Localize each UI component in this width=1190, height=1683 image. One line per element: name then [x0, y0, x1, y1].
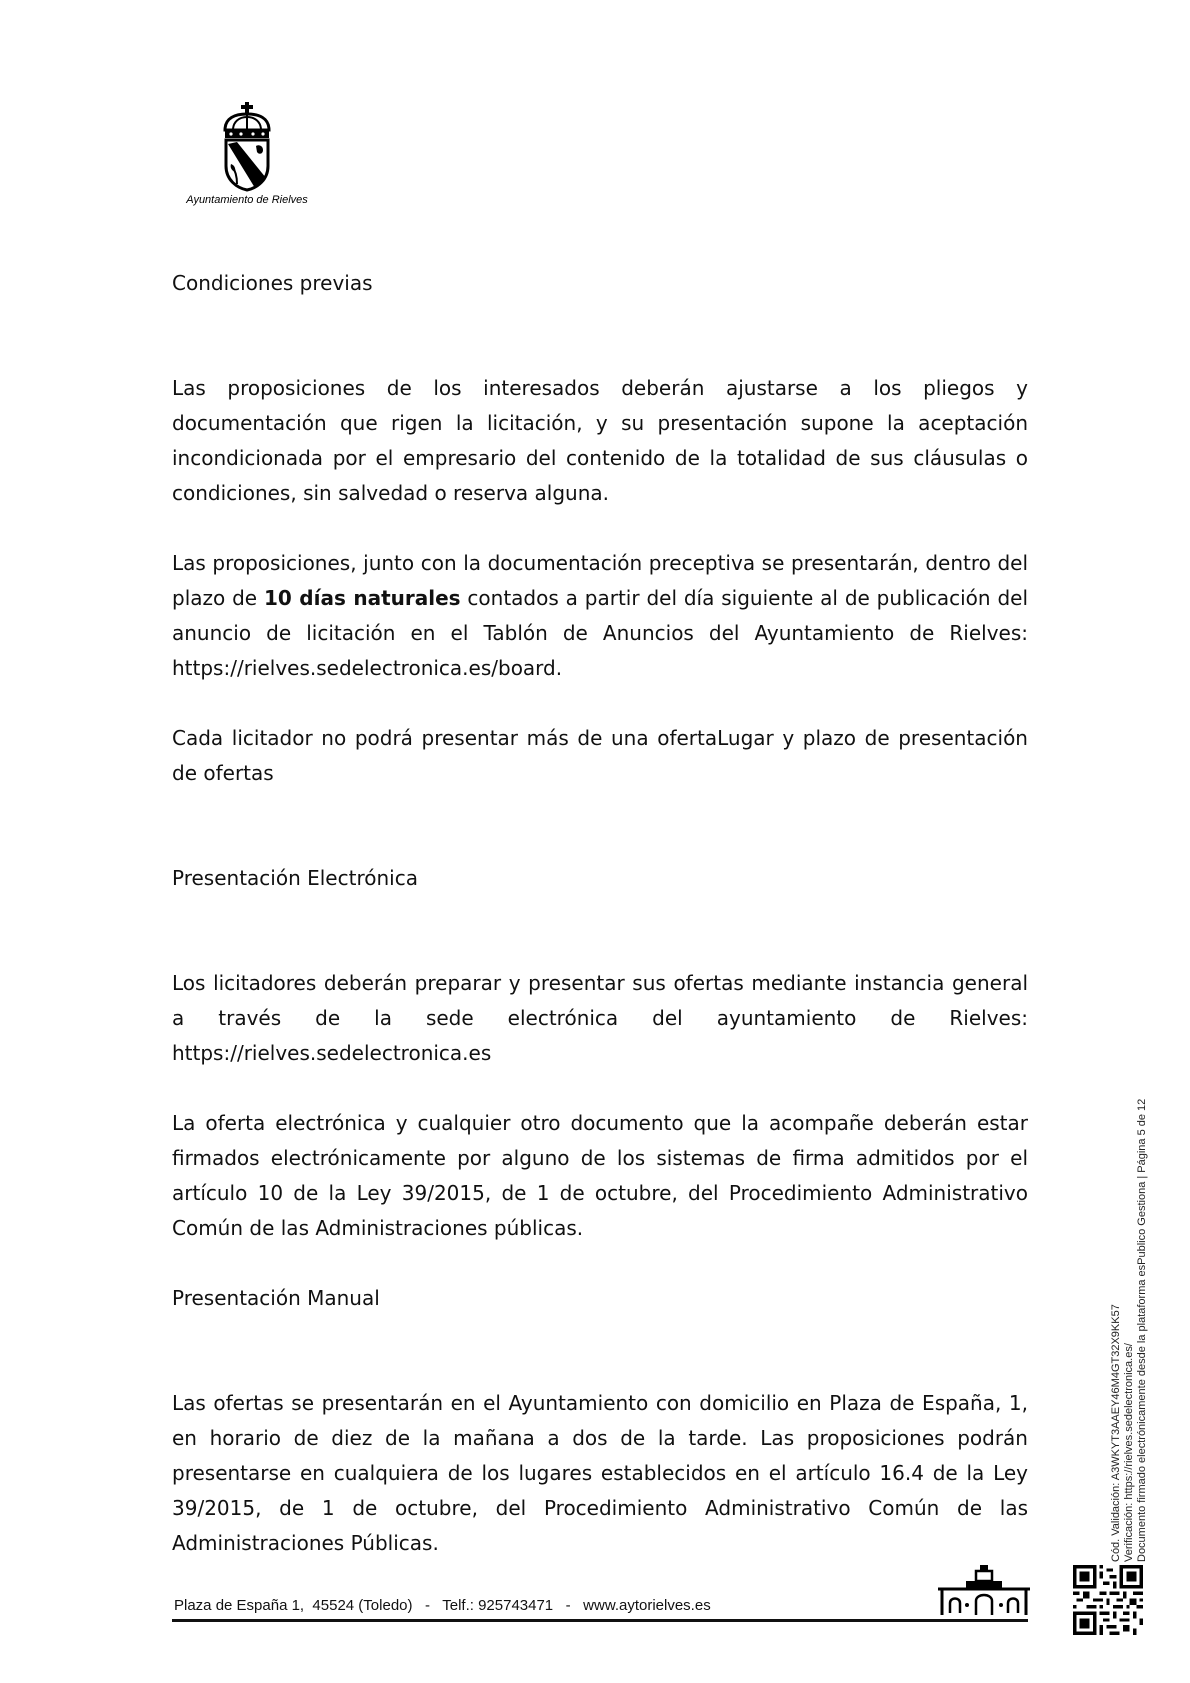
section-heading-condiciones: Condiciones previas — [172, 271, 373, 295]
paragraph-oferta-unica: Cada licitador no podrá presentar más de una ofertaLugar y plazo de presentación de ofertas — [172, 726, 1028, 785]
plazo-days: 10 días naturales — [263, 586, 461, 610]
section-heading-electronica: Presentación Electrónica — [172, 866, 418, 890]
paragraph-presentacion-manual: Las ofertas se presentarán en el Ayuntamiento con domicilio en Plaza de España, 1, en horario de diez de la mañana a dos de la tarde. Las proposiciones podrán presentarse en cualquiera de los lugares establecidos en el artículo 16.4 de la Ley 39/2015, de 1 de octubre, del Procedimiento Administrativo Común de las Administraciones Públicas. — [172, 1391, 1028, 1555]
section-heading-manual: Presentación Manual — [172, 1286, 380, 1310]
validation-sidebar — [1110, 1042, 1160, 1562]
paragraph-proposiciones: Las proposiciones de los interesados deberán ajustarse a los pliegos y documentación que rigen la licitación, y su presentación supone la aceptación incondicionada por el empresario del contenido de la totalidad de sus cláusulas o condiciones, sin salvedad o reserva alguna. — [172, 376, 1028, 505]
logo-caption: Ayuntamiento de Rielves — [186, 194, 308, 206]
qr-code-icon — [1073, 1565, 1143, 1635]
footer-address: Plaza de España 1, 45524 (Toledo) - Telf.: 925743471 - www.aytorielves.es — [174, 1597, 711, 1614]
paragraph-plazo — [172, 546, 1028, 686]
document-body — [172, 266, 1028, 1561]
plazo-text-end: contados a partir del día siguiente al de publicación del anuncio de licitación en el Tablón de Anuncios del Ayuntamiento de Rielves: https://rielves.sedelectronica.es/board. — [172, 586, 1029, 680]
validation-code: Cód. Validación: A3WKYT3AAEY46M4GT32X9KK57 — [1110, 1304, 1122, 1562]
page-footer — [172, 1557, 1032, 1627]
signature-note: Documento firmado electrónicamente desde la plataforma esPublico Gestiona | Página 5 de 12 — [1136, 1098, 1148, 1562]
paragraph-firma-electronica: La oferta electrónica y cualquier otro documento que la acompañe deberán estar firmados electrónicamente por alguno de los sistemas de firma admitidos por el artículo 10 de la Ley 39/2015, de 1 de octubre, del Procedimiento Administrativo Común de las Administraciones públicas. — [172, 1111, 1028, 1240]
town-hall-building-icon — [936, 1563, 1032, 1619]
plazo-text-start: Las proposiciones, junto con la documentación preceptiva se presentarán, dentro del plazo de — [172, 551, 1028, 610]
paragraph-sede-electronica: Los licitadores deberán preparar y presentar sus ofertas mediante instancia general a través de la sede electrónica del ayuntamiento de Rielves: https://rielves.sedelectronica.es — [172, 971, 1028, 1065]
header-logo — [172, 100, 322, 206]
verification-url: Verificación: https://rielves.sedelectronica.es/ — [1123, 1343, 1135, 1562]
coat-of-arms-icon — [219, 100, 275, 192]
footer-rule — [172, 1619, 1028, 1622]
